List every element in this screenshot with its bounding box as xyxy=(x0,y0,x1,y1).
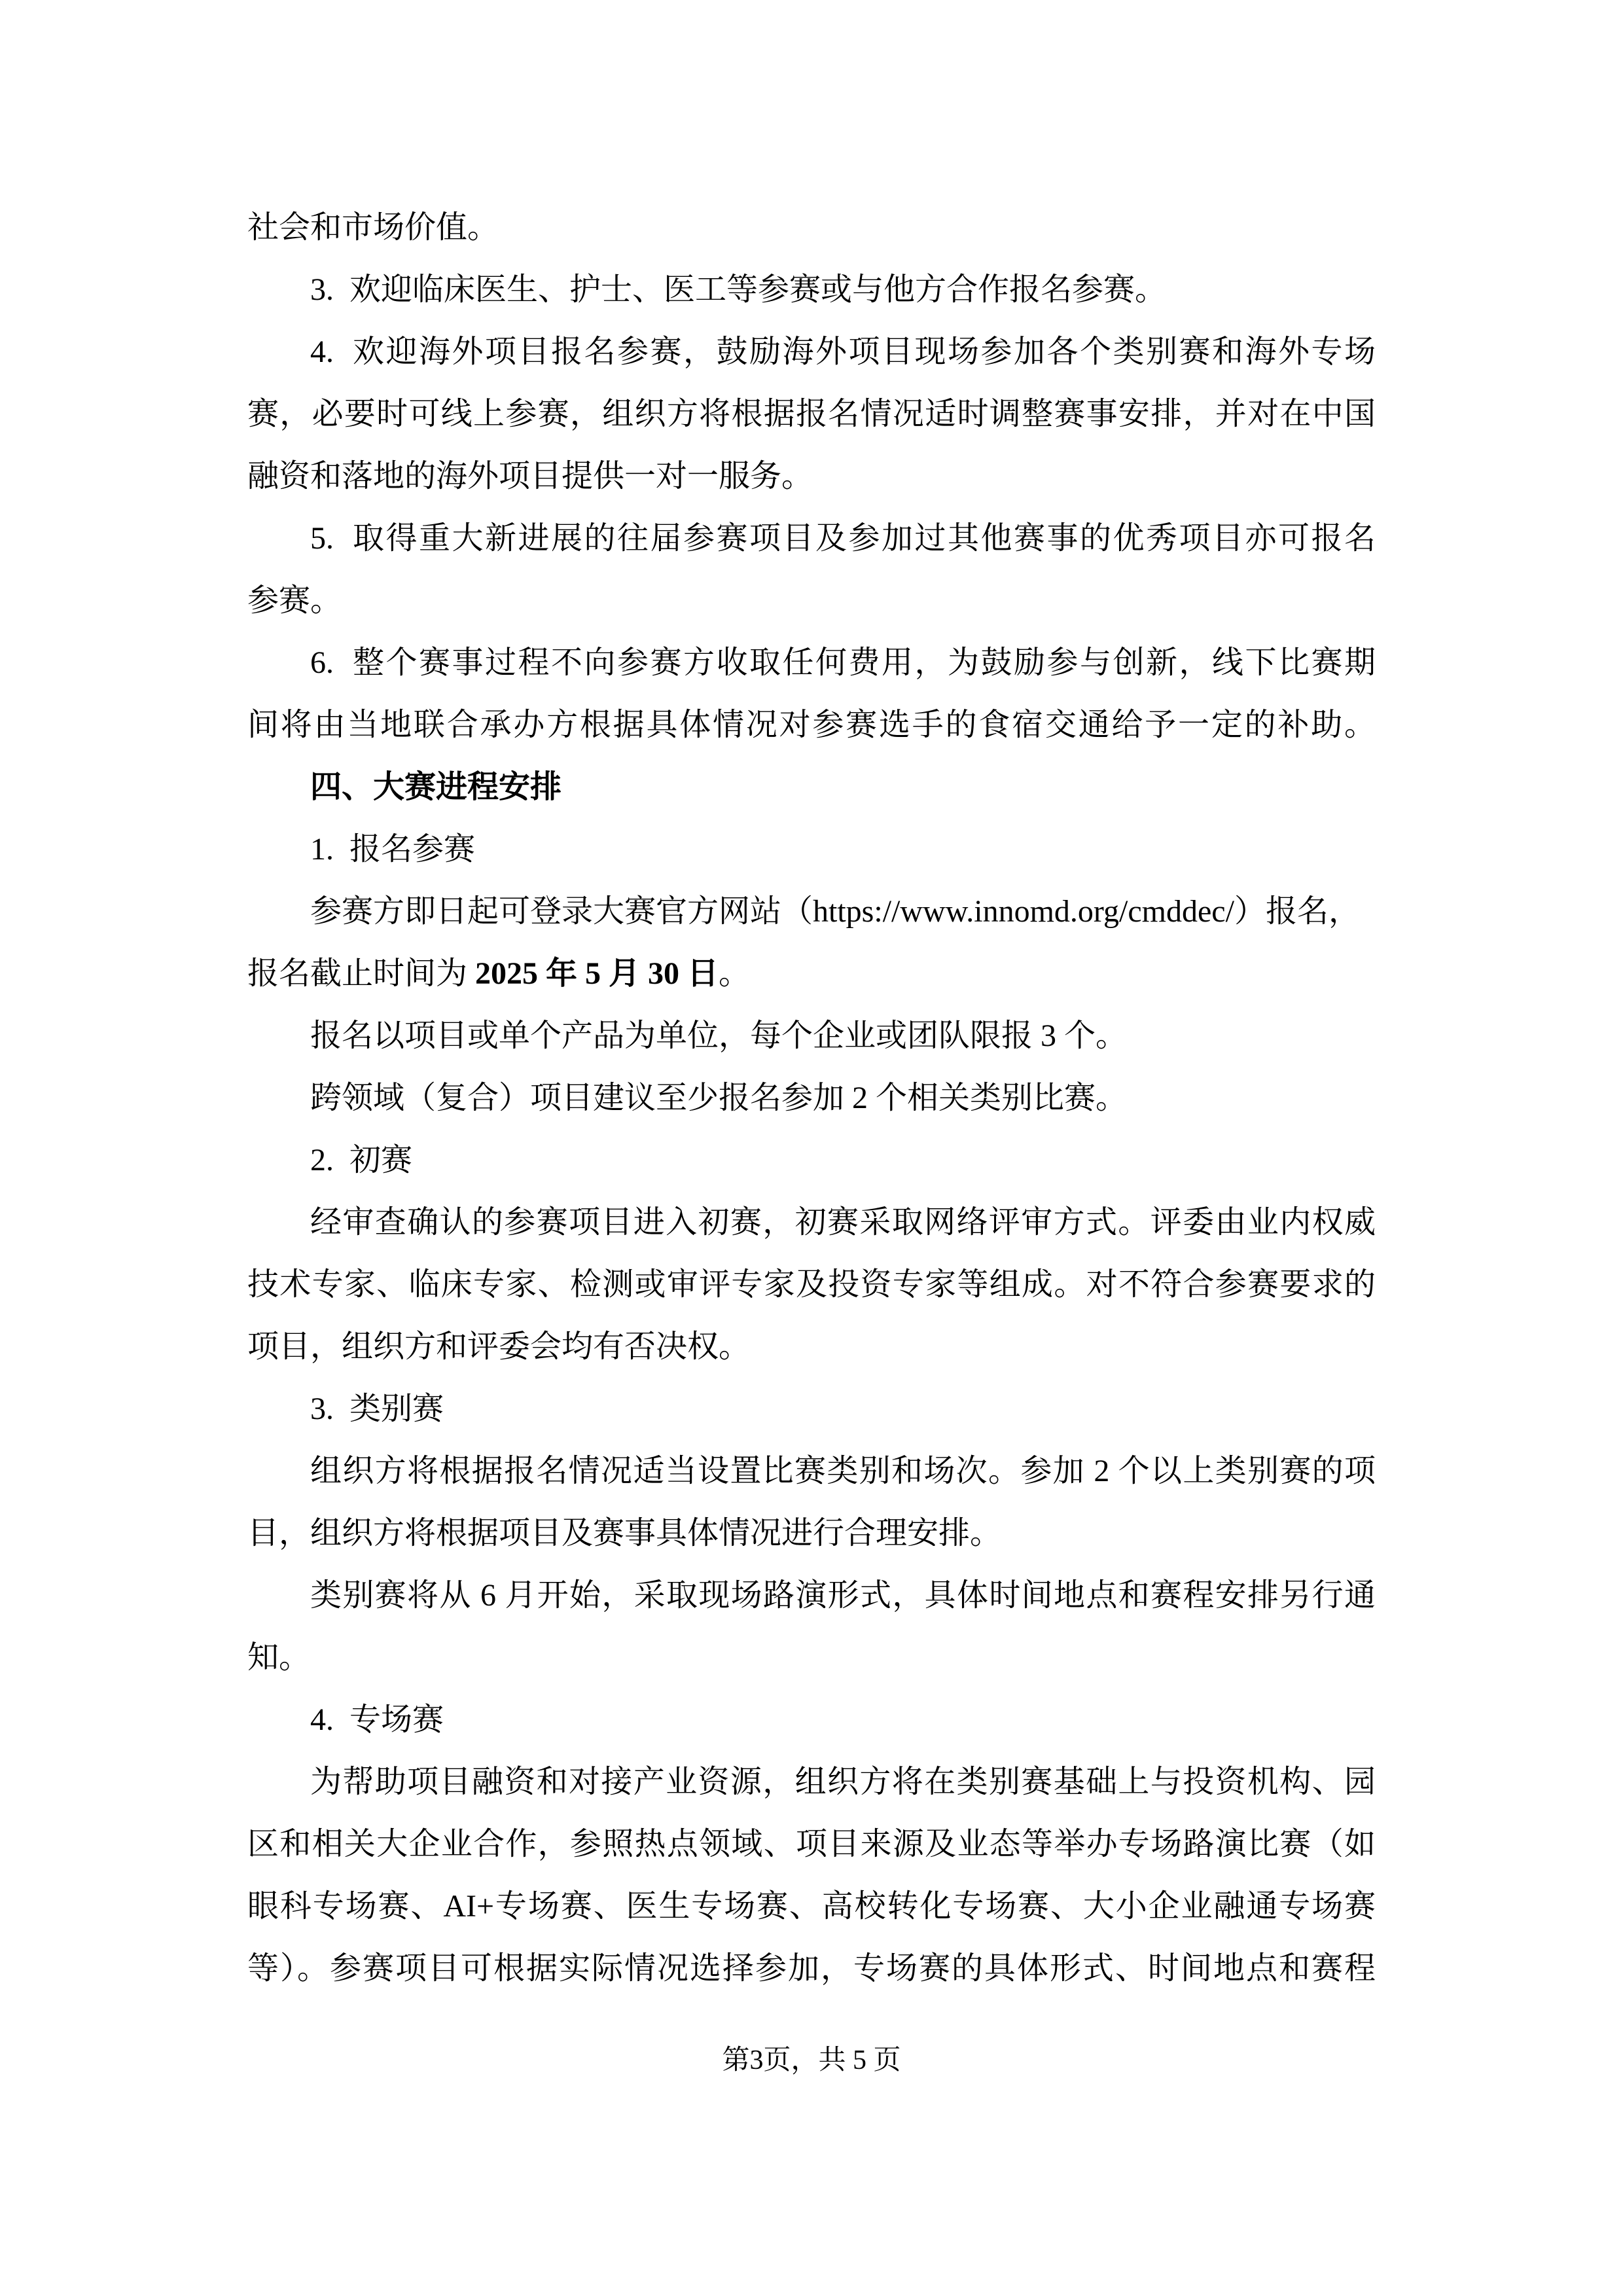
document-body xyxy=(247,196,1376,2000)
text-run: 项目，组织方和评委会均有否决权。 xyxy=(247,1329,751,1364)
text-line xyxy=(247,569,1376,632)
text-line xyxy=(247,259,1376,321)
text-line xyxy=(247,1751,1376,1813)
text-run: 四、大赛进程安排 xyxy=(310,770,562,804)
text-line xyxy=(247,1005,1376,1067)
text-line xyxy=(247,1875,1376,1937)
text-run: 间将由当地联合承办方根据具体情况对参赛选手的食宿交通给予一定的补助。 xyxy=(247,708,1376,742)
text-line xyxy=(247,196,1376,259)
text-line xyxy=(247,1378,1376,1440)
text-run: 赛，必要时可线上参赛，组织方将根据报名情况适时调整赛事安排，并对在中国 xyxy=(247,397,1376,431)
text-run: 3. 欢迎临床医生、护士、医工等参赛或与他方合作报名参赛。 xyxy=(310,272,1167,307)
text-run: 类别赛将从 6 月开始，采取现场路演形式，具体时间地点和赛程安排另行通 xyxy=(310,1578,1376,1613)
text-line xyxy=(247,1253,1376,1316)
text-line xyxy=(247,1937,1376,2000)
text-run: 。 xyxy=(719,956,751,991)
text-line xyxy=(247,1129,1376,1191)
text-line xyxy=(247,942,1376,1005)
text-run: 知。 xyxy=(247,1640,311,1675)
text-run: 区和相关大企业合作，参照热点领域、项目来源及业态等举办专场路演比赛（如 xyxy=(247,1827,1376,1861)
text-run: 1. 报名参赛 xyxy=(310,832,476,867)
text-run: 参赛。 xyxy=(247,583,342,618)
text-run: 目，组织方将根据项目及赛事具体情况进行合理安排。 xyxy=(247,1516,1002,1551)
bold-text-run: 2025 年 5 月 30 日 xyxy=(475,956,719,991)
text-run: 4. 专场赛 xyxy=(310,1702,444,1737)
text-run: 为帮助项目融资和对接产业资源，组织方将在类别赛基础上与投资机构、园 xyxy=(310,1765,1376,1799)
text-line xyxy=(247,1564,1376,1626)
text-run: 社会和市场价值。 xyxy=(247,210,499,245)
text-run: 眼科专场赛、AI+专场赛、医生专场赛、高校转化专场赛、大小企业融通专场赛 xyxy=(247,1889,1376,1924)
text-line xyxy=(247,507,1376,569)
text-run: 等）。参赛项目可根据实际情况选择参加，专场赛的具体形式、时间地点和赛程 xyxy=(247,1951,1376,1986)
text-line xyxy=(247,1689,1376,1751)
text-line xyxy=(247,694,1376,756)
text-line xyxy=(247,1191,1376,1253)
text-line xyxy=(247,632,1376,694)
text-run: 4. 欢迎海外项目报名参赛，鼓励海外项目现场参加各个类别赛和海外专场 xyxy=(310,334,1376,369)
page-number: 第3页，共 5 页 xyxy=(722,2045,901,2075)
text-run: 技术专家、临床专家、检测或审评专家及投资专家等组成。对不符合参赛要求的 xyxy=(247,1267,1376,1302)
text-run: 报名截止时间为 xyxy=(247,956,476,991)
text-run: 融资和落地的海外项目提供一对一服务。 xyxy=(247,459,813,493)
text-line xyxy=(247,818,1376,880)
text-run: 6. 整个赛事过程不向参赛方收取任何费用，为鼓励参与创新，线下比赛期 xyxy=(310,645,1376,680)
text-line xyxy=(247,445,1376,507)
text-run: 2. 初赛 xyxy=(310,1143,413,1177)
text-line xyxy=(247,1813,1376,1875)
text-line xyxy=(247,880,1376,942)
section-heading xyxy=(247,756,1376,818)
text-line xyxy=(247,1067,1376,1129)
text-run: 报名以项目或单个产品为单位，每个企业或团队限报 3 个。 xyxy=(310,1018,1128,1053)
text-line xyxy=(247,383,1376,445)
text-line xyxy=(247,1626,1376,1689)
text-run: 3. 类别赛 xyxy=(310,1391,444,1426)
text-run: 组织方将根据报名情况适当设置比赛类别和场次。参加 2 个以上类别赛的项 xyxy=(310,1454,1376,1488)
text-line xyxy=(247,1502,1376,1564)
text-run: 参赛方即日起可登录大赛官方网站（https://www.innomd.org/cmddec/）报名， xyxy=(310,894,1360,929)
text-run: 跨领域（复合）项目建议至少报名参加 2 个相关类别比赛。 xyxy=(310,1081,1128,1115)
text-line xyxy=(247,1440,1376,1502)
text-line xyxy=(247,1316,1376,1378)
text-run: 经审查确认的参赛项目进入初赛，初赛采取网络评审方式。评委由业内权威 xyxy=(310,1205,1376,1240)
text-line xyxy=(247,321,1376,383)
text-run: 5. 取得重大新进展的往届参赛项目及参加过其他赛事的优秀项目亦可报名 xyxy=(310,521,1376,556)
